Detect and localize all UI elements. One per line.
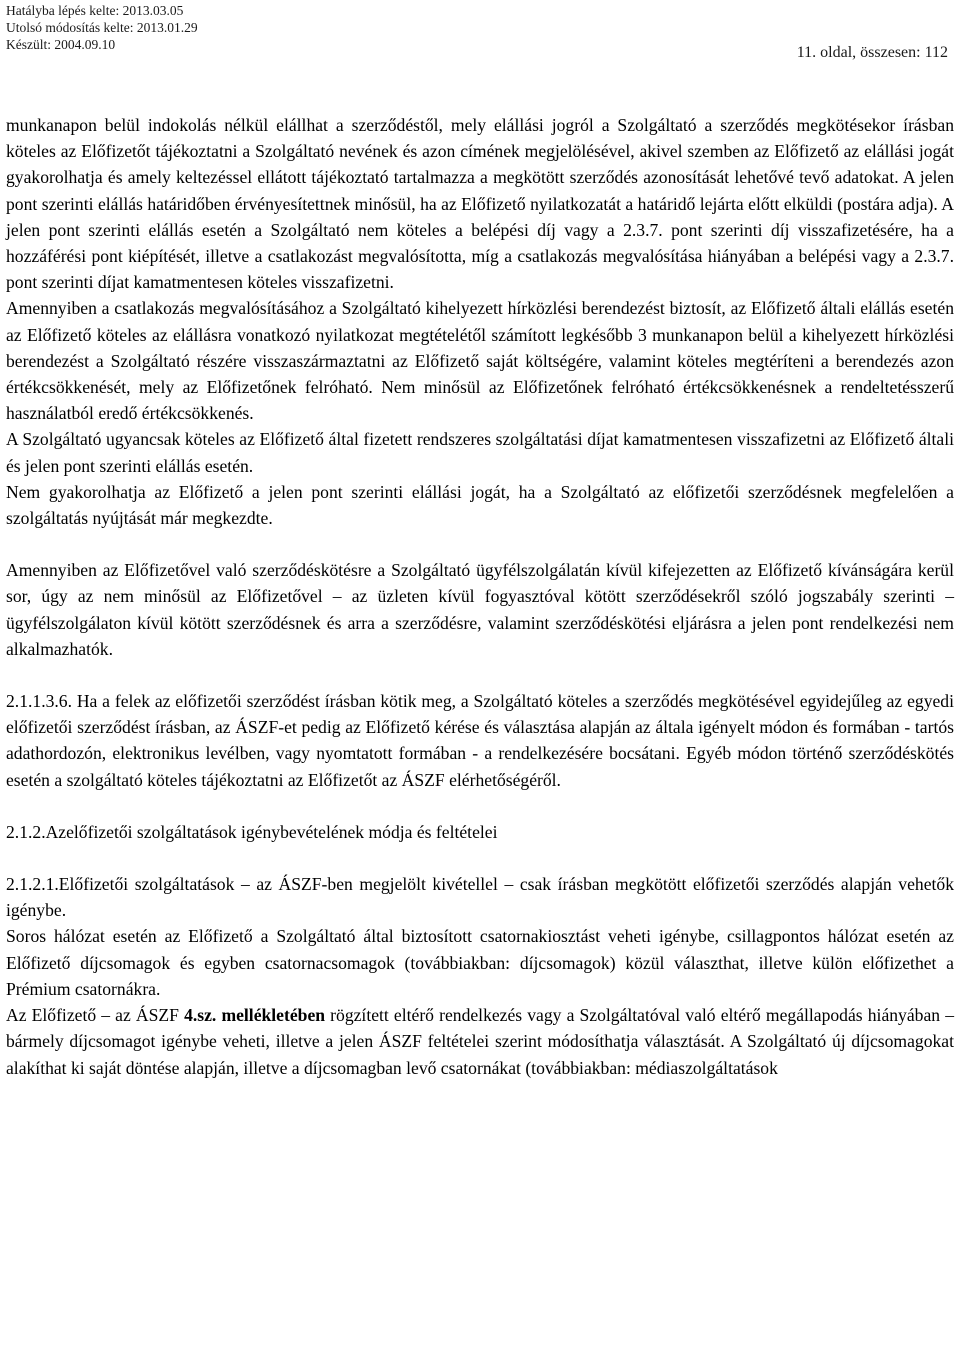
paragraph-network-types: Soros hálózat esetén az Előfizető a Szolgáltató által biztosított csatornakiosztást veheti igénybe, csillagpontos hálózat esetén az Előfizető díjcsomagok és egyben csatornacsomagok (továbbiakban: díjcsomagok) közül választhat, illetve külön előfizethet a Prémium csatornákra. [6, 926, 954, 999]
paragraph-no-withdrawal: Nem gyakorolhatja az Előfizető a jelen pont szerinti elállási jogát, ha a Szolgáltató az előfizetői szerződésnek megfelelően a szolgáltatás nyújtását már megkezdte. [6, 481, 954, 529]
effective-date: Hatályba lépés kelte: 2013.03.05 [6, 3, 184, 18]
paragraph-equipment-return: Amennyiben a csatlakozás megvalósításához a Szolgáltató kihelyezett hírközlési berendezést biztosít, az Előfizető általi elállás esetén az Előfizető köteles az elállásra vonatkozó nyilatkozat megtételétől számított legkésőbb 3 munkanapon belül a kihelyezett hírközlési berendezést a Szolgáltató részére visszaszármaztatni az Előfizető saját költségére, valamint köteles megtéríteni a berendezés azon értékcsökkenését, mely az Előfizetőnek felróható. Nem minősül az Előfizetőnek felróható értékcsökkenésnek a rendeltetésszerű használatból eredő értékcsökkenés. [6, 298, 954, 424]
paragraph-packages-rest: rögzített eltérő rendelkezés vagy a Szolgáltatóval való eltérő megállapodás hiányában – bármely díjcsomagot igénybe veheti, illetve a jelen ÁSZF feltételei szerint módosíthatja választását. A Szolgáltató új díjcsomagokat alakíthat ki saját döntése alapján, illetve a díjcsomagban levő csatornákat (továbbiakban: médiaszolgáltatások [6, 1005, 954, 1078]
document-meta [6, 2, 198, 53]
page-number: 11. oldal, összesen: 112 [796, 44, 948, 61]
paragraph-2-1-1-3-6: 2.1.1.3.6. Ha a felek az előfizetői szerződést írásban kötik meg, a Szolgáltató köteles a szerződés megkötésével egyidejűleg az egyedi előfizetői szerződést írásban, az ÁSZF-et pedig az Előfizető kérése és választása alapján az általa igényelt módon és formában - tartós adathordozón, elektronikus levélben, vagy nyomtatott formában - a rendelkezésére bocsátani. Egyéb módon történő szerződéskötés esetén a szolgáltató köteles tájékoztatni az Előfizetőt az ÁSZF elérhetőségéről. [6, 691, 954, 790]
paragraph-packages-start: Az Előfizető – az ÁSZF [6, 1005, 185, 1026]
document-body [6, 112, 954, 1081]
paragraph-offsite-contract: Amennyiben az Előfizetővel való szerződéskötésre a Szolgáltató ügyfélszolgálatán kívül kifejezetten az Előfizető kívánságára kerül sor, úgy az nem minősül az Előfizetővel – az üzleten kívül fogyasztóval kötött szerződésekről szóló jogszabály szerinti – ügyfélszolgálaton kívül kötött szerződésnek és arra a szerződésre, valamint szerződéskötési eljárásra a jelen pont rendelkezési nem alkalmazhatók. [6, 560, 954, 659]
created-date: Készült: 2004.09.10 [6, 37, 116, 52]
paragraph-withdrawal: munkanapon belül indokolás nélkül elállhat a szerződéstől, mely elállási jogról a Szolgáltató a szerződés megkötésekor írásban köteles az Előfizetőt tájékoztatni a Szolgáltató nevének és azon címének megjelölésével, akivel szemben az Előfizető az elállási jogát gyakorolhatja és amely keltezéssel ellátott tájékoztató tartalmazza a megkötött szerződés azonosítását lehetővé tevő adatokat. A jelen pont szerinti elállás határidőben érvényesítettnek minősül, ha az Előfizető nyilatkozatát a határidő lejárta előtt elküldi (postára adja). A jelen pont szerinti elállás esetén a Szolgáltató nem köteles a belépési díj vagy a 2.3.7. pont szerinti díj visszafizetésére, ha a hozzáférési pont kiépítését, illetve a csatlakozást megvalósította, míg a csatlakozás megvalósítása hiányában a belépési vagy a 2.3.7. pont szerinti díjat kamatmentesen köteles visszafizetni. [6, 115, 954, 293]
paragraph-refund: A Szolgáltató ugyancsak köteles az Előfizető által fizetett rendszeres szolgáltatási díjat kamatmentesen visszafizetni az Előfizető általi és jelen pont szerinti elállás esetén. [6, 429, 954, 476]
modified-date: Utolsó módosítás kelte: 2013.01.29 [6, 20, 198, 35]
section-heading-2-1-2: 2.1.2.Azelőfizetői szolgáltatások igénybevételének módja és feltételei [6, 821, 498, 842]
page-header [6, 0, 954, 70]
paragraph-2-1-2-1: 2.1.2.1.Előfizetői szolgáltatások – az ÁSZF-ben megjelölt kivétellel – csak írásban megkötött előfizetői szerződés alapján vehetők igénybe. [6, 874, 954, 921]
annex-reference: 4.sz. mellékletében [184, 1005, 326, 1026]
paragraph-packages [6, 1002, 954, 1081]
